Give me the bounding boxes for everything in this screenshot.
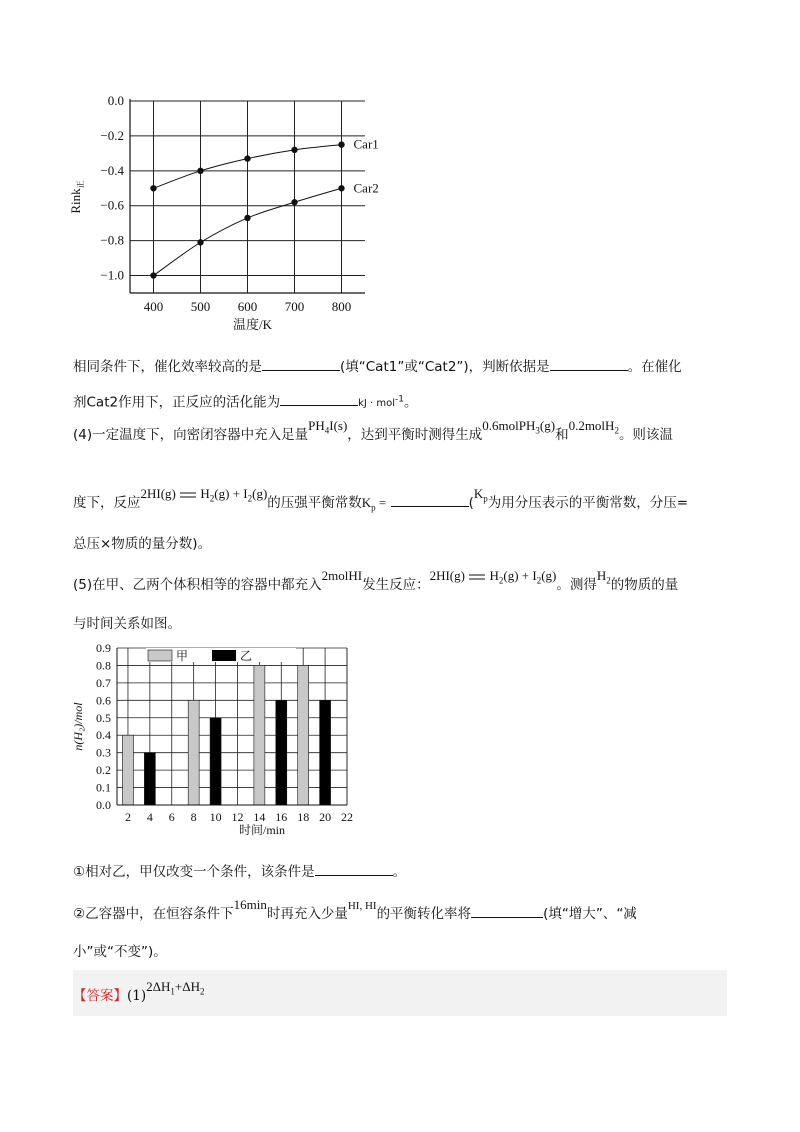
data-point	[150, 272, 156, 278]
unit-kj-mol: kJ · mol$^{-1}$	[358, 395, 404, 410]
y-tick-label: −0.4	[100, 162, 124, 178]
question-line-1	[73, 357, 682, 377]
text-segment: 。	[392, 864, 407, 880]
text-segment: 度下，反应	[73, 495, 141, 511]
x-tick-label: 18	[297, 810, 310, 824]
bar-yi	[320, 700, 331, 805]
legend-swatch-jia	[148, 650, 172, 661]
x-tick-label: 2	[124, 810, 131, 824]
text-segment: 相同条件下，催化效率较高的是	[73, 359, 262, 375]
bar-jia	[298, 665, 309, 805]
x-tick-label: 6	[168, 810, 175, 824]
x-tick-label: 22	[341, 810, 353, 824]
data-point	[338, 185, 344, 191]
formula-ph4i: $PH_4I(s)$	[308, 418, 348, 436]
data-point	[244, 215, 250, 221]
y-axis-title: Rink$_正$	[68, 180, 85, 214]
bar-jia	[188, 700, 199, 805]
x-tick-label: 700	[284, 299, 305, 314]
series-label: Car2	[353, 180, 379, 196]
y-tick-label: 0.0	[96, 798, 111, 812]
bar-yi	[144, 753, 155, 805]
y-tick-label: −0.6	[100, 197, 124, 213]
answer-blank[interactable]	[315, 863, 393, 876]
kp-symbol: $K_p$ =	[361, 495, 387, 513]
formula-h2: $H_2$	[596, 568, 611, 586]
text-segment: 的压强平衡常数	[267, 495, 362, 511]
question-line-2	[73, 390, 418, 414]
text-segment: 。	[404, 394, 418, 411]
data-point	[244, 155, 250, 161]
data-point	[150, 185, 156, 191]
question-5-line-1	[73, 568, 679, 600]
x-tick-label: 14	[253, 810, 266, 824]
bar-jia	[254, 665, 265, 805]
series-label: Car1	[353, 136, 379, 152]
y-tick-label: 0.6	[96, 693, 111, 708]
subquestion-2-line-1	[73, 897, 637, 925]
rate-constant-line-chart	[60, 85, 400, 335]
x-axis-title: 温度/K	[232, 317, 273, 332]
text-segment: 和	[555, 427, 569, 443]
y-tick-label: 0.8	[96, 658, 111, 673]
x-axis-title: 时间/min	[238, 823, 286, 837]
subquestion-2-line-2	[73, 942, 167, 962]
x-tick-label: 8	[190, 810, 197, 824]
y-tick-label: 0.0	[107, 93, 124, 108]
y-tick-label: 0.3	[96, 745, 111, 760]
y-axis-title: n(H₂)/mol	[71, 702, 85, 751]
answer-blank[interactable]	[262, 358, 340, 371]
x-tick-label: 600	[237, 299, 258, 314]
x-tick-label: 20	[319, 810, 332, 824]
answer-box	[73, 970, 727, 1016]
y-tick-label: −0.2	[100, 127, 124, 143]
x-tick-label: 500	[190, 299, 211, 314]
formula-ph3: 0.6molPH$_3$(g)	[482, 418, 556, 436]
y-tick-label: 0.2	[96, 763, 111, 778]
y-tick-label: 0.1	[96, 780, 111, 795]
answer-blank[interactable]	[391, 494, 469, 507]
text-segment: 的物质的量	[610, 577, 679, 593]
text-segment: 。在催化	[627, 359, 682, 375]
text-segment: 小”或“不变”)。	[73, 944, 167, 960]
y-tick-label: −0.8	[100, 232, 124, 248]
legend-label-jia: 甲	[176, 649, 189, 663]
answer-formula: $2\Delta H_1+\Delta H_2$	[146, 979, 205, 997]
question-4-line-2	[73, 486, 689, 518]
equilibrium-arrow-icon	[468, 573, 486, 581]
text-segment: (填“增大”、“减	[543, 906, 637, 922]
q5-label: (5)在甲、乙两个体积相等的容器中都充入	[73, 577, 322, 593]
text-segment: ①相对乙，甲仅改变一个条件，该条件是	[73, 864, 315, 880]
question-4-line-3	[73, 534, 211, 554]
data-point	[197, 168, 203, 174]
text-segment: ②乙容器中，在恒容条件下	[73, 906, 234, 922]
text-segment: ，达到平衡时测得生成	[347, 427, 483, 443]
y-tick-label: 0.5	[96, 710, 111, 725]
question-4-line-1	[73, 418, 673, 450]
legend-swatch-yi	[212, 650, 236, 661]
time-16min: 16min	[233, 897, 267, 912]
data-point	[338, 141, 344, 147]
text-segment: 为用分压表示的平衡常数，分压=	[487, 495, 689, 511]
x-tick-label: 12	[231, 810, 244, 824]
answer-blank[interactable]	[471, 905, 543, 918]
answer-blank[interactable]	[550, 358, 628, 371]
answer-number: (1)	[127, 988, 147, 1004]
y-tick-label: −1.0	[100, 267, 124, 283]
reaction-equation: 2HI(g) $H_2(g) + I_2(g)$	[140, 486, 268, 504]
x-tick-label: 400	[143, 299, 164, 314]
x-tick-label: 16	[275, 810, 288, 824]
question-5-line-2	[73, 614, 181, 634]
bar-jia	[122, 735, 133, 805]
text-segment: (填“Cat1”或“Cat2”)，判断依据是	[340, 359, 550, 375]
reaction-equation: 2HI(g) $H_2(g) + I_2(g)$	[429, 568, 557, 586]
subquestion-1	[73, 862, 406, 882]
data-point	[291, 147, 297, 153]
formula-h2: 0.2molH$_2$	[568, 418, 619, 436]
text-segment: 。测得	[556, 577, 597, 593]
y-tick-label: 0.4	[96, 728, 111, 743]
text-segment: 的平衡转化率将	[376, 906, 472, 922]
data-point	[197, 239, 203, 245]
x-tick-label: 10	[209, 810, 222, 824]
text-segment: 与时间关系如图。	[73, 616, 181, 632]
answer-tag: 【答案】	[73, 988, 127, 1004]
q4-label: (4)一定温度下，向密闭容器中充入足量	[73, 427, 309, 443]
text-segment: 剂Cat2作用下，正反应的活化能为	[73, 394, 281, 411]
equilibrium-arrow-icon	[179, 491, 197, 499]
text-segment: 时再充入少量	[266, 906, 348, 922]
text-segment: 总压×物质的量分数)。	[73, 536, 212, 552]
answer-blank[interactable]	[280, 393, 358, 406]
y-tick-label: 0.9	[96, 641, 111, 655]
formula-hi: HI, HI	[347, 900, 377, 912]
h2-amount-bar-chart	[70, 638, 390, 843]
kp-symbol: $K_p$	[473, 486, 488, 504]
y-tick-label: 0.7	[96, 675, 111, 690]
answer-line	[73, 979, 205, 1006]
legend-label-yi: 乙	[240, 649, 253, 663]
bar-yi	[210, 718, 221, 805]
text-segment: (	[468, 495, 474, 511]
bar-yi	[276, 700, 287, 805]
text-segment: 发生反应：	[362, 577, 430, 593]
data-point	[291, 199, 297, 205]
x-tick-label: 4	[146, 810, 153, 824]
text-segment: 。则该温	[618, 427, 673, 443]
formula-2molhi: 2molHI	[321, 568, 363, 583]
x-tick-label: 800	[331, 299, 352, 314]
